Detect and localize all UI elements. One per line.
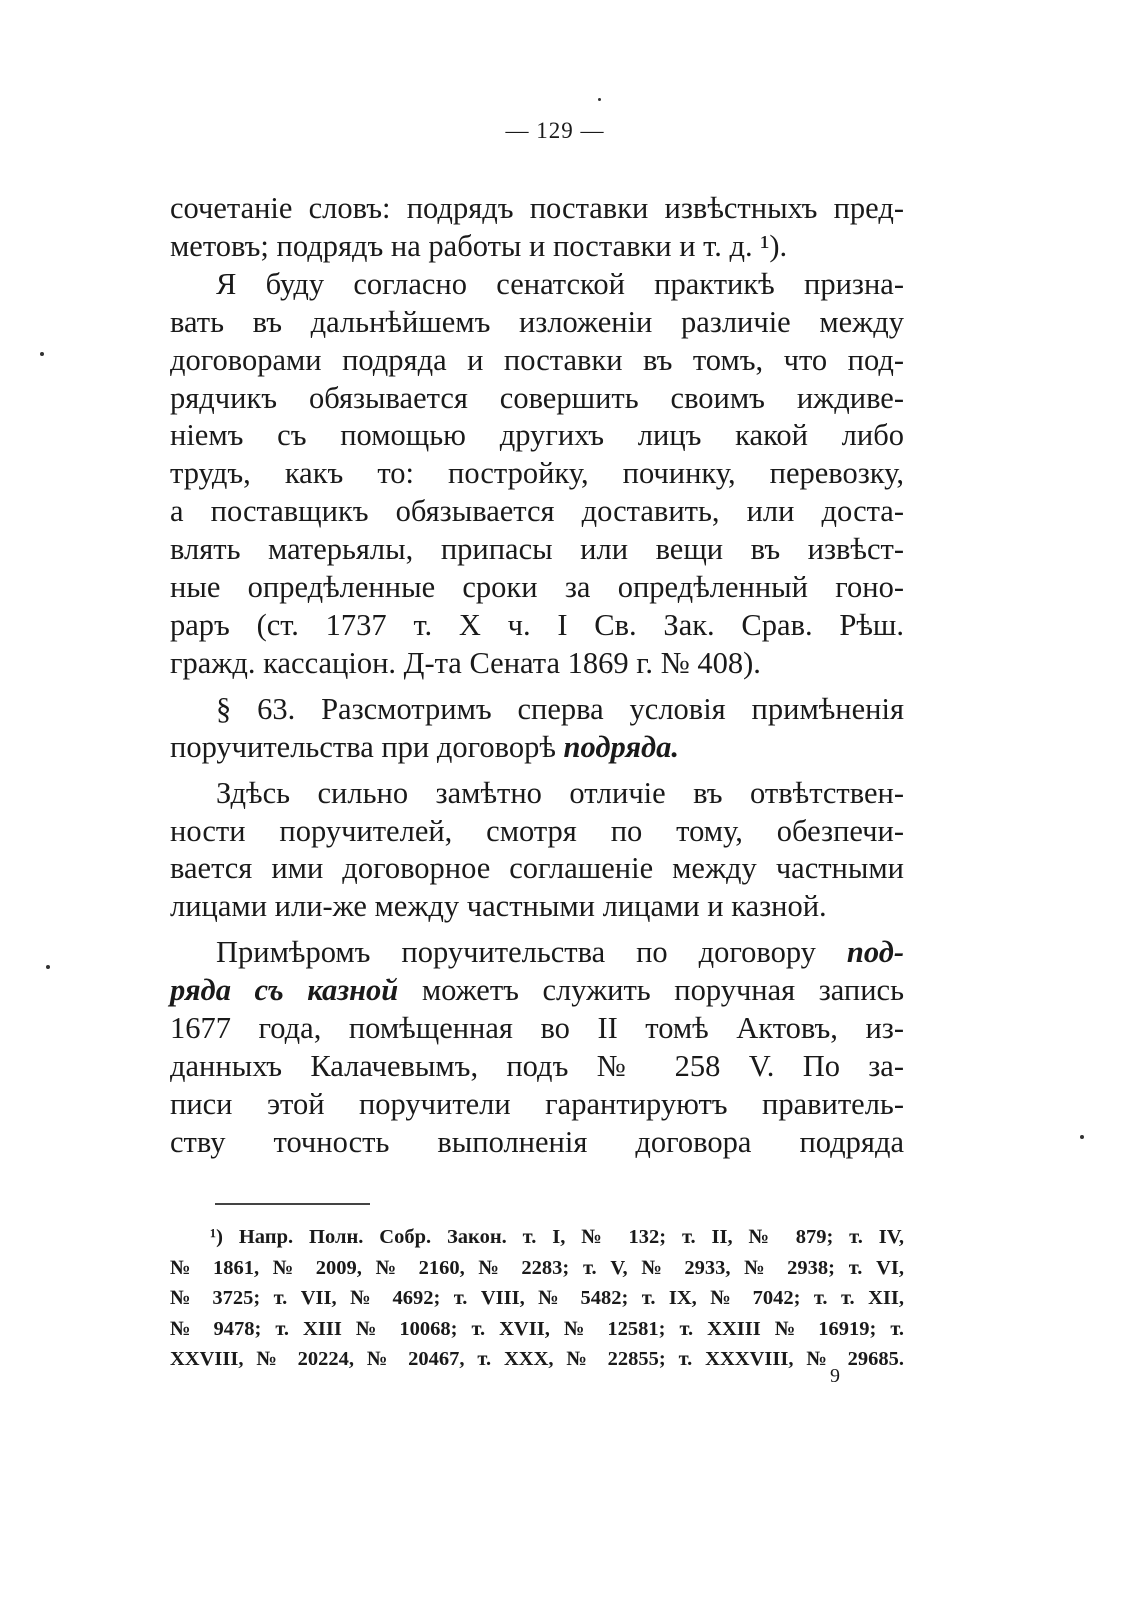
text-line: трудъ, какъ то: постройку, починку, перевозку, <box>170 456 904 491</box>
text-span: поручительства при договорѣ <box>170 729 564 764</box>
footnote <box>170 1222 904 1375</box>
page-number: — 129 — <box>505 118 605 143</box>
footnote-line: ¹) Напр. Полн. Собр. Закон. т. I, № 132; т. II, № 879; т. IV, <box>210 1226 904 1248</box>
text-line: а поставщикъ обязывается доставить, или доста- <box>170 494 904 529</box>
text-line <box>170 934 904 972</box>
emphasis-text: подряда. <box>563 729 680 764</box>
paragraph <box>170 775 904 927</box>
text-line: влять матерьялы, припасы или вещи въ извѣст- <box>170 532 904 567</box>
text-line: ніемъ съ помощью другихъ лицъ какой либо <box>170 418 904 453</box>
text-line: Здѣсь сильно замѣтно отличіе въ отвѣтствен- <box>216 775 904 810</box>
paragraph <box>170 266 904 683</box>
body-text <box>170 190 904 1162</box>
text-line: ству точность выполненія договора подряда <box>170 1124 904 1159</box>
emphasis-text: ряда съ казной <box>170 973 399 1008</box>
text-line: 1677 года, помѣщенная во II томѣ Актовъ, из- <box>170 1011 904 1046</box>
footnote-line: № 9478; т. XIII № 10068; т. XVII, № 12581; т. XXIII № 16919; т. <box>170 1317 904 1340</box>
text-line: гражд. кассаціон. Д-та Сената 1869 г. № 408). <box>170 645 761 680</box>
text-line: раръ (ст. 1737 т. X ч. I Св. Зак. Срав. Рѣш. <box>170 607 904 642</box>
text-line: вать въ дальнѣйшемъ изложеніи различіе между <box>170 304 904 339</box>
footnote-divider <box>215 1203 370 1205</box>
footnote-line: № 3725; т. VII, № 4692; т. VIII, № 5482; т. IX, № 7042; т. т. XII, <box>170 1287 904 1310</box>
footnote-line: XXVIII, № 20224, № 20467, т. XXX, № 22855; т. XXXVIII, № 29685. <box>170 1348 904 1371</box>
emphasis-text: под- <box>846 935 904 970</box>
scan-speck <box>1080 1135 1084 1139</box>
text-line: данныхъ Калачевымъ, подъ № 258 V. По за- <box>170 1048 904 1083</box>
scan-speck <box>46 965 50 969</box>
text-line: писи этой поручители гарантируютъ правитель- <box>170 1086 904 1121</box>
text-line: ности поручителей, смотря по тому, обезпечи- <box>170 813 904 848</box>
text-line: § 63. Разсмотримъ сперва условія примѣненія <box>216 691 904 726</box>
footnote-line: № 1861, № 2009, № 2160, № 2283; т. V, № 2933, № 2938; т. VI, <box>170 1256 904 1279</box>
text-span: Примѣромъ поручительства по договору <box>216 935 847 970</box>
text-line <box>170 972 904 1010</box>
text-span: можетъ служить поручная запись <box>398 973 905 1008</box>
text-line: Я буду согласно сенатской практикѣ призна- <box>216 266 904 301</box>
text-line: метовъ; подрядъ на работы и поставки и т. д. ¹). <box>170 228 788 263</box>
text-line: рядчикъ обязывается совершить своимъ иждиве- <box>170 380 904 415</box>
text-line: ные опредѣленные сроки за опредѣленный гоно- <box>170 570 904 605</box>
text-line: договорами подряда и поставки въ томъ, что под- <box>170 342 904 377</box>
scan-speck <box>40 352 44 356</box>
paragraph <box>170 934 904 1161</box>
text-line: вается ими договорное соглашеніе между частными <box>170 851 904 886</box>
signature-mark: 9 <box>830 1365 840 1387</box>
text-line <box>170 729 904 767</box>
paragraph <box>170 691 904 767</box>
text-line: сочетаніе словъ: подрядъ поставки извѣстныхъ пред- <box>170 191 904 225</box>
scan-speck <box>598 98 601 101</box>
text-line: лицами или-же между частными лицами и казной. <box>170 889 827 924</box>
paragraph <box>170 190 904 266</box>
